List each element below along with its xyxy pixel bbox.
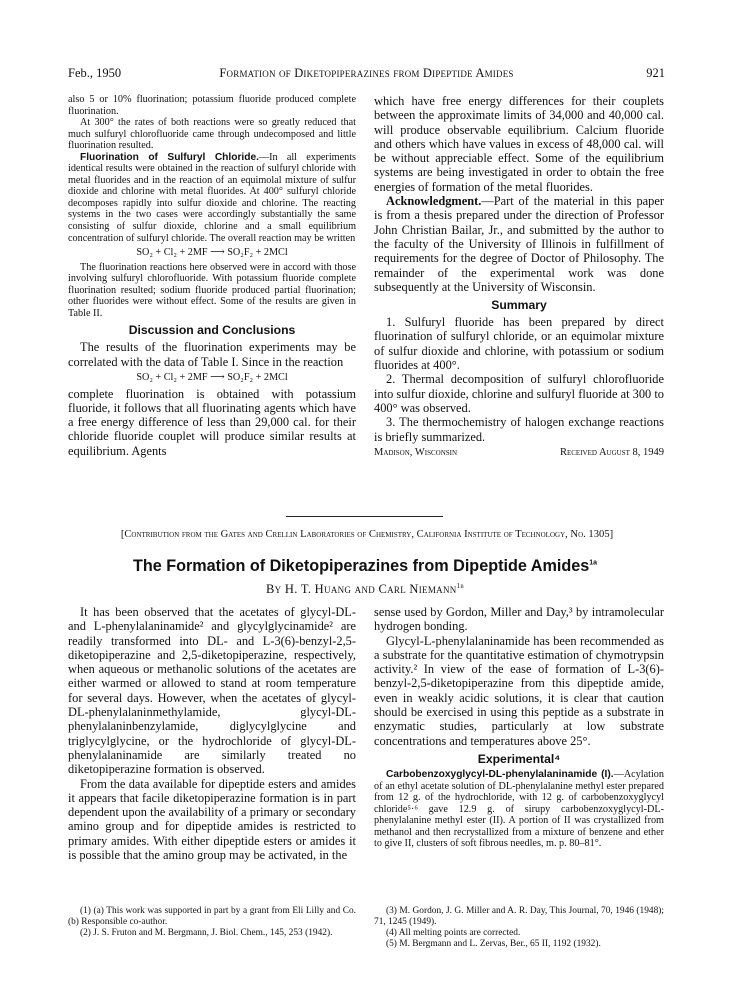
lower-left-column — [68, 605, 356, 862]
footnote: (2) J. S. Fruton and M. Bergmann, J. Biol. Chem., 145, 253 (1942). — [80, 928, 333, 938]
summary-item: 1. Sulfuryl fluoride has been prepared by direct fluorination of sulfuryl chloride, or an equimolar mixture of sulfur dioxide and chlorine, with potassium or sodium fluorides at 400°. — [374, 315, 664, 373]
page-number: 921 — [646, 66, 665, 80]
run-in-heading: Fluorination of Sulfuryl Chloride. — [80, 151, 259, 163]
paragraph — [374, 769, 664, 850]
paragraph-text: —Part of the material in this paper is from a thesis prepared under the direction of Professor John Christian Bailar, Jr., and submitted by the author to the faculty of the University of Illinois in fulfillment of requirements for the degree of Doctor of Philosophy. The remainder of the experimental work was done subsequently at the University of Wisconsin. — [374, 194, 664, 294]
footnote: (4) All melting points are corrected. — [386, 928, 521, 938]
paragraph: The results of the fluorination experiments may be correlated with the data of Table I. Since in the reaction — [68, 340, 356, 369]
paragraph: complete fluorination is obtained with potassium fluoride, it follows that all fluorinating agents which have a free energy difference of less than 29,000 cal. for their chloride fluoride couplet will produce similar results at equilibrium. Agents — [68, 386, 356, 458]
paragraph: At 300° the rates of both reactions were so greatly reduced that much sulfuryl chlorofluoride came through undecomposed and little fluorination resulted. — [68, 117, 356, 152]
signature-row — [374, 447, 664, 458]
title-footnote-mark: 1a — [589, 559, 598, 567]
summary-item: 2. Thermal decomposition of sulfuryl chlorofluoride into sulfur dioxide, chlorine and sulfuryl fluoride at 300 to 400° was observed. — [374, 372, 664, 415]
paragraph-text: —Acylation of an ethyl acetate solution of DL-phenylalanine methyl ester prepared from 12 g. of the hydrochloride, with 12 g. of carbobenzoxyglycyl chloride⁵·⁶ gave 12.9 g. of sirupy carbobenzoxyglycyl-DL-phenylalanine methyl ester (II). A portion of II was crystallized from methanol and then recrystallized from a mixture of benzene and ether to give II, clusters of soft fibrous needles, m. p. 80–81°. — [374, 768, 664, 850]
section-heading: Experimental⁴ — [477, 751, 561, 766]
page-header — [68, 66, 665, 82]
footnotes-left — [68, 906, 356, 939]
paragraph: sense used by Gordon, Miller and Day,³ by intramolecular hydrogen bonding. — [374, 605, 664, 634]
authors: By H. T. Huang and Carl Niemann — [266, 582, 457, 596]
byline-footnote-mark: 1b — [456, 581, 464, 590]
footnote: (3) M. Gordon, J. G. Miller and A. R. Day, This Journal, 70, 1946 (1948); 71, 1245 (1949). — [374, 906, 664, 927]
paragraph: It has been observed that the acetates of glycyl-DL- and L-phenylalaninamide² and glycylglycinamide² are readily transformed into DL- and L-3(6)-benzyl-2,5-diketopiperazine and 2,5-diketopiperazine, respectively, when aqueous or methanolic solutions of the acetates are either warmed or allowed to stand at room temperature for several days. However, when the acetates of glycyl-DL-phenylalaninmethylamide, glycyl-DL-phenylalaninbenzylamide, diglycylglycine and triglycylglycine, or the hydrochloride of glycyl-DL-phenylalaninamide are similarly treated no diketopiperazine formation is observed. — [68, 605, 356, 777]
paragraph: Glycyl-L-phenylalaninamide has been recommended as a substrate for the quantitative estimation of chymotrypsin activity.² In view of the ease of formation of L-3(6)-benzyl-2,5-diketopiperazine from this dipeptide amide, even in weakly acidic solutions, it is clear that caution should be exercised in using this peptide as a substrate in enzymatic studies, particularly at low substrate concentrations and temperatures above 25°. — [374, 633, 664, 748]
header-date: Feb., 1950 — [68, 66, 122, 80]
paragraph: also 5 or 10% fluorination; potassium fluoride produced complete fluorination. — [68, 94, 356, 117]
title-text: The Formation of Diketopiperazines from Dipeptide Amides — [132, 557, 590, 575]
paragraph: which have free energy differences for their couplets between the approximate limits of 34,000 and 40,000 cal. will produce observable equilibrium. Calcium fluoride and others which have values in excess of 48,000 cal. will be without appreciable effect. Some of the equilibrium systems are being investigated in order to obtain the free energies of formation of the metal fluorides. — [374, 94, 664, 194]
paragraph: The fluorination reactions here observed were in accord with those involving sulfuryl chlorofluoride. With potassium fluoride complete fluorination resulted; sodium fluoride produced partial fluorination; other fluorides were without effect. Some of the results are given in Table II. — [68, 261, 356, 319]
paragraph: From the data available for dipeptide esters and amides it appears that facile diketopiperazine formation is in part dependent upon the availability of a primary or secondary amino group and for dipeptide amides is restricted to primary amides. With either dipeptide esters or amides it is possible that the amino group may be activated, in the — [68, 776, 356, 863]
run-in-heading: Carbobenzoxyglycyl-DL-phenylalaninamide (I). — [386, 768, 614, 780]
paragraph — [68, 152, 356, 244]
upper-left-column — [68, 94, 356, 458]
section-heading: Discussion and Conclusions — [128, 323, 296, 338]
received-date: Received August 8, 1949 — [559, 446, 664, 458]
article-title — [60, 557, 670, 576]
section-heading: Summary — [491, 298, 547, 313]
running-title: Formation of Diketopiperazines from Dipeptide Amides — [219, 66, 514, 80]
equation: SO₂ + Cl₂ + 2MF ⟶ SO₂F₂ + 2MCl — [136, 247, 288, 259]
summary-item: 3. The thermochemistry of halogen exchange reactions is briefly summarized. — [374, 415, 664, 444]
upper-right-column — [374, 94, 664, 458]
run-in-heading: Acknowledgment. — [386, 194, 482, 209]
footnote: (1) (a) This work was supported in part by a grant from Eli Lilly and Co. (b) Responsible co-author. — [68, 906, 356, 927]
paragraph-text: —In all experiments identical results were obtained in the reaction of sulfuryl chloride with metal fluorides and in the reaction of an equimolal mixture of sulfur dioxide and chlorine with metal fluorides. At 400° sulfuryl chloride decomposes rapidly into sulfur dioxide and chlorine. The reacting systems in the two cases were accordingly substantially the same consisting of sulfur dioxide, chlorine and a small equilibrium concentration of sulfuryl chloride. The overall reaction may be written — [68, 151, 356, 244]
footnote: (5) M. Bergmann and L. Zervas, Ber., 65 II, 1192 (1932). — [386, 939, 601, 949]
equation: SO₂ + Cl₂ + 2MF ⟶ SO₂F₂ + 2MCl — [136, 371, 288, 383]
contribution-note: [Contribution from the Gates and Crellin Laboratories of Chemistry, California Institute of Technology, No. 1305] — [120, 529, 614, 540]
lower-right-column — [374, 605, 664, 850]
byline — [60, 582, 670, 597]
footnotes-right — [374, 906, 664, 950]
divider — [286, 516, 443, 517]
place: Madison, Wisconsin — [374, 446, 458, 458]
paragraph — [374, 194, 664, 294]
